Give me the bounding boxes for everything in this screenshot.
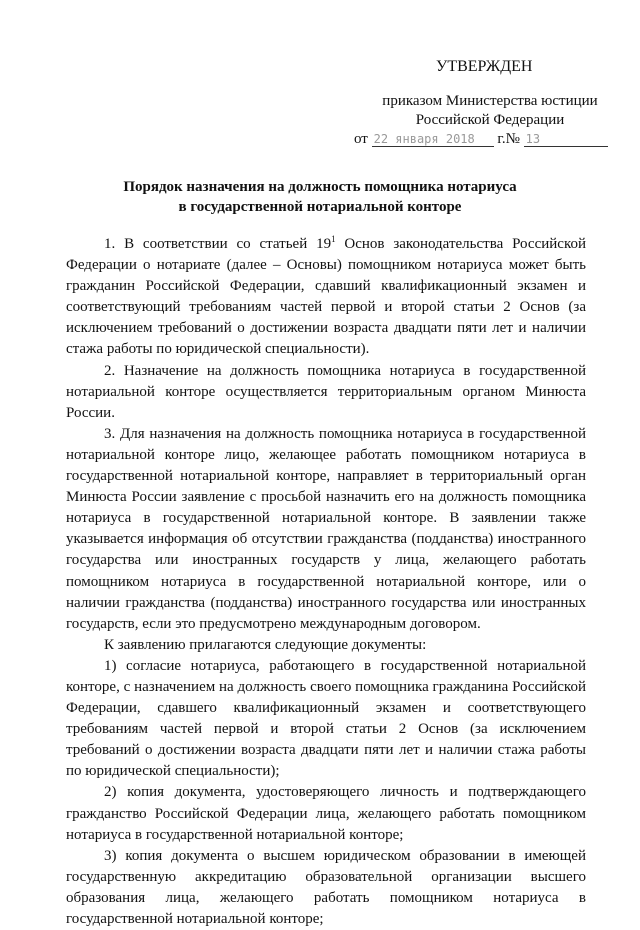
paragraph-1: [66, 234, 586, 361]
title-line-2: в государственной нотариальной конторе: [178, 199, 462, 215]
number-prefix: №: [505, 131, 520, 147]
approval-order: [360, 92, 620, 130]
document-title: [60, 177, 580, 217]
year-suffix: г.: [497, 131, 506, 147]
superscript: 1: [331, 234, 336, 244]
list-item-2: 2) копия документа, удостоверяющего личность и подтверждающего гражданство Российской Федерации лица, желающего работать помощником нотариуса в государственной нотариальной конторе;: [66, 784, 586, 843]
paragraph-2: 2. Назначение на должность помощника нотариуса в государственной нотариальной конторе осуществляется территориальным органом Минюста России.: [66, 362, 586, 421]
order-date-line: [354, 131, 608, 148]
date-prefix: от: [354, 131, 368, 147]
paragraph-text: Основ законодательства Российской Федерации о нотариате (далее – Основы) помощником нотариуса может быть гражданин Российской Федерации, сдавший квалификационный экзамен и соответствующий требованиям частей первой и второй статьи 2 Основ (за исключением требований о достижении возраста двадцати пяти лет и наличии стажа работы по юридической специальности).: [66, 236, 586, 358]
paragraph-text: 1. В соответствии со статьей 19: [104, 236, 332, 252]
order-date: 22 января 2018: [372, 132, 494, 147]
attachments-intro: К заявлению прилагаются следующие документы:: [104, 636, 427, 653]
list-item-1: 1) согласие нотариуса, работающего в государственной нотариальной конторе, с назначением на должность своего помощника гражданина Российской Федерации, сдавшего квалификационный экзамен и соответствующего требованиям частей первой и второй статьи 2 Основ (за исключением требований о достижении возраста двадцати пяти лет и наличии стажа работы по юридической специальности);: [66, 657, 586, 780]
order-number: 13: [524, 132, 608, 147]
list-item-3: 3) копия документа о высшем юридическом образовании в имеющей государственную аккредитацию образовательной организации высшего образования лица, желающего работать помощником нотариуса в государственной нотариальной конторе;: [66, 847, 586, 927]
order-line-2: Российской Федерации: [415, 112, 565, 128]
document-body: [66, 234, 586, 930]
paragraph-3: 3. Для назначения на должность помощника нотариуса в государственной нотариальной конторе лицо, желающее работать помощником нотариуса в государственной нотариальной конторе, направляет в территориальный орган Минюста России заявление с просьбой назначить его на должность помощника нотариуса в государственной нотариальной конторе. В заявлении также указывается информация об отсутствии гражданства (подданства) иностранного государства или иностранных государств у лица, желающего работать помощником нотариуса в государственной нотариальной конторе, или о наличии гражданства (подданства) иностранного государства или иностранных государств, если это предусмотрено международным договором.: [66, 425, 586, 632]
order-line-1: приказом Министерства юстиции: [382, 93, 598, 109]
approval-stamp-heading: УТВЕРЖДЕН: [436, 58, 533, 75]
title-line-1: Порядок назначения на должность помощника нотариуса: [123, 179, 517, 195]
